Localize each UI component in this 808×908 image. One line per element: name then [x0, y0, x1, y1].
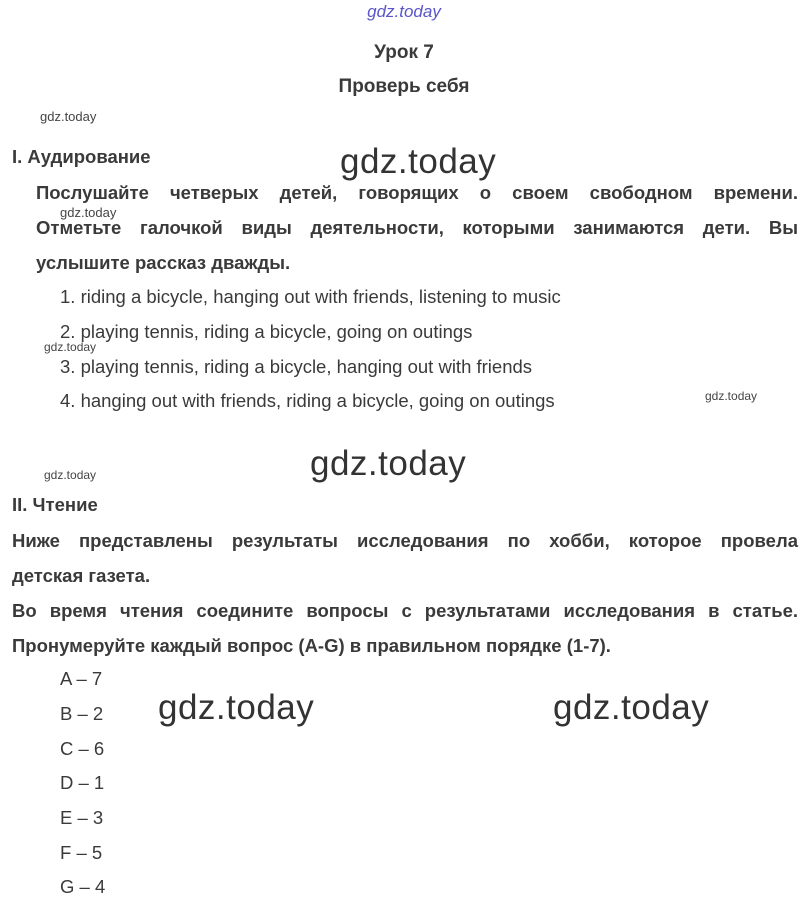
- answer-e: E – 3: [60, 807, 104, 828]
- listening-option-4: 4. hanging out with friends, riding a bicycle, going on outings: [60, 390, 555, 411]
- watermark-small: gdz.today: [40, 109, 97, 124]
- instruction-line: Послушайте четверых детей, говорящих о своем свободном времени.: [36, 182, 798, 203]
- instruction-line: детская газета.: [12, 565, 151, 586]
- listening-instruction: [36, 175, 798, 280]
- watermark-small: gdz.today: [705, 389, 758, 403]
- watermark-large: gdz.today: [553, 688, 710, 727]
- section-reading-heading: II. Чтение: [12, 494, 98, 515]
- answer-g: G – 4: [60, 876, 106, 897]
- answer-b: B – 2: [60, 703, 104, 724]
- answer-f: F – 5: [60, 842, 103, 863]
- watermark-large: gdz.today: [340, 142, 497, 181]
- watermark-large: gdz.today: [158, 688, 315, 727]
- instruction-line: Ниже представлены результаты исследования по хобби, которое провела: [12, 530, 798, 551]
- listening-option-3: 3. playing tennis, riding a bicycle, hanging out with friends: [60, 356, 533, 377]
- instruction-line: Во время чтения соедините вопросы с результатами исследования в статье.: [12, 600, 798, 621]
- lesson-title: Урок 7: [374, 42, 434, 63]
- reading-instruction: [12, 523, 798, 663]
- answer-d: D – 1: [60, 772, 105, 793]
- watermark-large: gdz.today: [310, 444, 467, 483]
- page-subtitle: Проверь себя: [338, 76, 470, 97]
- watermark-small: gdz.today: [44, 468, 97, 482]
- instruction-line: Отметьте галочкой виды деятельности, которыми занимаются дети. Вы: [36, 217, 798, 238]
- section-listening-heading: I. Аудирование: [12, 146, 151, 167]
- listening-option-2: 2. playing tennis, riding a bicycle, going on outings: [60, 321, 473, 342]
- watermark-top: gdz.today: [367, 2, 441, 21]
- watermark-small: gdz.today: [60, 205, 117, 220]
- answer-a: A – 7: [60, 668, 103, 689]
- answer-c: C – 6: [60, 738, 105, 759]
- watermark-small: gdz.today: [44, 340, 97, 354]
- instruction-line: услышите рассказ дважды.: [36, 252, 291, 273]
- instruction-line: Пронумеруйте каждый вопрос (A-G) в правильном порядке (1-7).: [12, 635, 611, 656]
- listening-option-1: 1. riding a bicycle, hanging out with friends, listening to music: [60, 286, 561, 307]
